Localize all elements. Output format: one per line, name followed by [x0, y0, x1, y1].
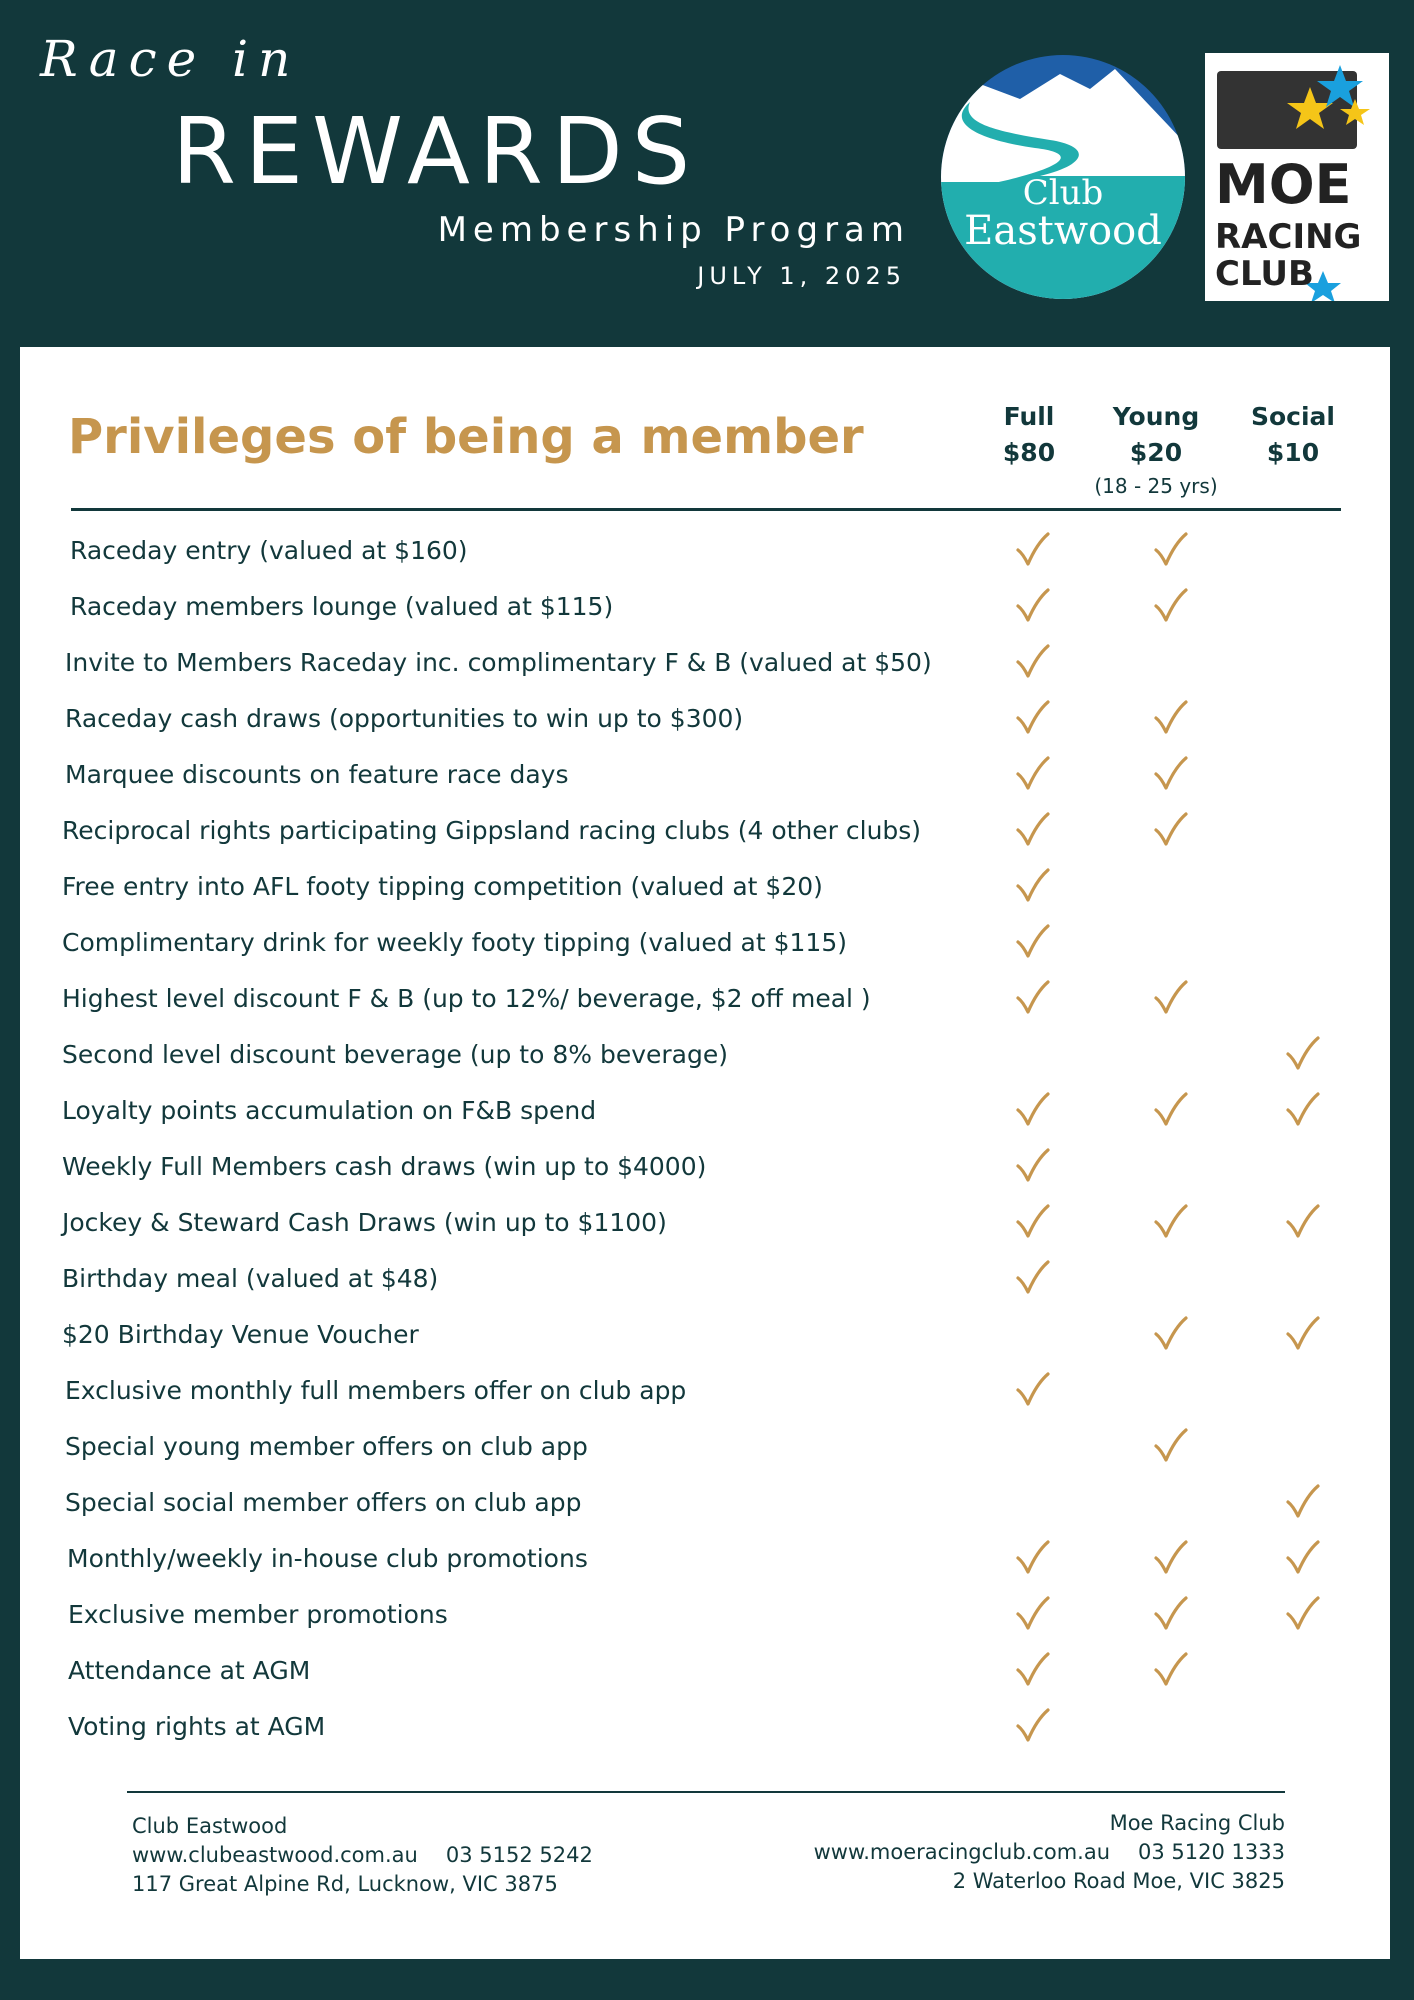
- checkmark-icon: [1012, 1650, 1052, 1690]
- checkmark-icon: [1150, 978, 1190, 1018]
- column-social-price: $10: [1266, 438, 1320, 467]
- moe-racing-club-logo: [1205, 53, 1389, 301]
- eastwood-website[interactable]: www.clubeastwood.com.au: [132, 1843, 418, 1867]
- privilege-row: [20, 1306, 1390, 1362]
- logo-moe-text: MOE: [1215, 153, 1352, 216]
- privilege-label: Raceday entry (valued at $160): [70, 536, 468, 565]
- checkmark-icon: [1150, 1202, 1190, 1242]
- moe-website[interactable]: www.moeracingclub.com.au: [813, 1840, 1111, 1864]
- privilege-row: [20, 914, 1390, 970]
- privilege-row: [20, 970, 1390, 1026]
- privilege-row: [20, 1418, 1390, 1474]
- checkmark-icon: [1282, 1034, 1322, 1074]
- checkmark-icon: [1012, 1538, 1052, 1578]
- logo-club-moe-text: CLUB: [1215, 254, 1314, 294]
- privilege-label: Monthly/weekly in-house club promotions: [67, 1544, 588, 1573]
- script-title: Race in: [40, 30, 301, 88]
- privilege-row: [20, 858, 1390, 914]
- privilege-label: Invite to Members Raceday inc. complimentary F & B (valued at $50): [65, 648, 932, 677]
- column-young: [1086, 399, 1226, 501]
- eastwood-website-phone: [132, 1841, 593, 1870]
- checkmark-icon: [1012, 1706, 1052, 1746]
- eastwood-address: 117 Great Alpine Rd, Lucknow, VIC 3875: [132, 1872, 558, 1896]
- privilege-label: Highest level discount F & B (up to 12%/ beverage, $2 off meal ): [62, 984, 871, 1013]
- eastwood-phone: 03 5152 5242: [445, 1843, 593, 1867]
- checkmark-icon: [1150, 586, 1190, 626]
- checkmark-icon: [1150, 810, 1190, 850]
- privilege-label: Raceday members lounge (valued at $115): [70, 592, 614, 621]
- privilege-label: Attendance at AGM: [68, 1656, 311, 1685]
- checkmark-icon: [1012, 978, 1052, 1018]
- privilege-label: Reciprocal rights participating Gippsland racing clubs (4 other clubs): [62, 816, 922, 845]
- moe-address: 2 Waterloo Road Moe, VIC 3825: [952, 1869, 1285, 1893]
- privilege-row: [20, 746, 1390, 802]
- privilege-label: Exclusive monthly full members offer on club app: [65, 1376, 687, 1405]
- checkmark-icon: [1012, 530, 1052, 570]
- privileges-heading: Privileges of being a member: [68, 409, 864, 465]
- moe-name: Moe Racing Club: [1109, 1811, 1285, 1835]
- checkmark-icon: [1282, 1090, 1322, 1130]
- privilege-label: $20 Birthday Venue Voucher: [62, 1320, 419, 1349]
- column-full-name: Full: [1003, 402, 1055, 431]
- moe-racing-club-contact: [814, 1809, 1285, 1896]
- checkmark-icon: [1150, 754, 1190, 794]
- checkmark-icon: [1150, 1594, 1190, 1634]
- privilege-row: [20, 1138, 1390, 1194]
- checkmark-icon: [1012, 642, 1052, 682]
- checkmark-icon: [1012, 754, 1052, 794]
- privilege-row: [20, 690, 1390, 746]
- checkmark-icon: [1150, 698, 1190, 738]
- checkmark-icon: [1012, 1090, 1052, 1130]
- checkmark-icon: [1282, 1482, 1322, 1522]
- privilege-row: [20, 1698, 1390, 1754]
- privilege-label: Free entry into AFL footy tipping competition (valued at $20): [62, 872, 823, 901]
- checkmark-icon: [1282, 1314, 1322, 1354]
- privilege-row: [20, 522, 1390, 578]
- checkmark-icon: [1282, 1538, 1322, 1578]
- checkmark-icon: [1012, 810, 1052, 850]
- membership-program-subtitle: Membership Program: [437, 210, 910, 250]
- privilege-row: [20, 1194, 1390, 1250]
- checkmark-icon: [1012, 922, 1052, 962]
- privilege-row: [20, 634, 1390, 690]
- privilege-label: Voting rights at AGM: [68, 1712, 326, 1741]
- privilege-row: [20, 1642, 1390, 1698]
- checkmark-icon: [1012, 586, 1052, 626]
- checkmark-icon: [1012, 866, 1052, 906]
- checkmark-icon: [1150, 1650, 1190, 1690]
- privilege-row: [20, 1474, 1390, 1530]
- checkmark-icon: [1282, 1202, 1322, 1242]
- column-young-name: Young: [1112, 402, 1200, 431]
- privilege-label: Complimentary drink for weekly footy tipping (valued at $115): [62, 928, 847, 957]
- checkmark-icon: [1012, 1146, 1052, 1186]
- privileges-card: [20, 347, 1390, 1959]
- privilege-label: Weekly Full Members cash draws (win up to $4000): [62, 1152, 707, 1181]
- privilege-label: Birthday meal (valued at $48): [62, 1264, 439, 1293]
- eastwood-name: Club Eastwood: [132, 1814, 288, 1838]
- logo-racing-text: RACING: [1215, 217, 1362, 257]
- privilege-label: Marquee discounts on feature race days: [65, 760, 569, 789]
- column-social: [1223, 399, 1363, 471]
- column-young-price: $20: [1129, 438, 1183, 467]
- moe-website-phone: [814, 1838, 1285, 1867]
- checkmark-icon: [1150, 1538, 1190, 1578]
- privilege-label: Special social member offers on club app: [65, 1488, 582, 1517]
- privilege-label: Jockey & Steward Cash Draws (win up to $1100): [62, 1208, 667, 1237]
- privilege-label: Exclusive member promotions: [68, 1600, 448, 1629]
- checkmark-icon: [1150, 1426, 1190, 1466]
- moe-phone: 03 5120 1333: [1138, 1840, 1285, 1864]
- column-young-note: (18 - 25 yrs): [1094, 474, 1218, 498]
- checkmark-icon: [1012, 698, 1052, 738]
- checkmark-icon: [1150, 1090, 1190, 1130]
- privilege-row: [20, 1250, 1390, 1306]
- privilege-row: [20, 1586, 1390, 1642]
- privilege-row: [20, 1530, 1390, 1586]
- column-social-name: Social: [1250, 402, 1335, 431]
- rewards-title: REWARDS: [172, 98, 700, 205]
- privilege-label: Special young member offers on club app: [65, 1432, 588, 1461]
- checkmark-icon: [1012, 1370, 1052, 1410]
- footer-divider: [127, 1791, 1285, 1793]
- logo-club-text: Club: [1022, 173, 1104, 213]
- header-divider: [71, 508, 1341, 511]
- logo-eastwood-text: Eastwood: [964, 208, 1162, 254]
- column-full: [959, 399, 1099, 471]
- privilege-row: [20, 1362, 1390, 1418]
- program-date: JULY 1, 2025: [697, 262, 906, 290]
- privilege-label: Second level discount beverage (up to 8% beverage): [62, 1040, 728, 1069]
- privilege-label: Loyalty points accumulation on F&B spend: [62, 1096, 597, 1125]
- privilege-row: [20, 1082, 1390, 1138]
- privilege-row: [20, 1026, 1390, 1082]
- checkmark-icon: [1150, 1314, 1190, 1354]
- checkmark-icon: [1150, 530, 1190, 570]
- privilege-label: Raceday cash draws (opportunities to win up to $300): [65, 704, 744, 733]
- checkmark-icon: [1012, 1202, 1052, 1242]
- checkmark-icon: [1012, 1594, 1052, 1634]
- privilege-row: [20, 802, 1390, 858]
- club-eastwood-contact: [132, 1812, 593, 1899]
- privilege-row: [20, 578, 1390, 634]
- column-full-price: $80: [1002, 438, 1056, 467]
- checkmark-icon: [1012, 1258, 1052, 1298]
- club-eastwood-logo: [940, 54, 1186, 300]
- checkmark-icon: [1282, 1594, 1322, 1634]
